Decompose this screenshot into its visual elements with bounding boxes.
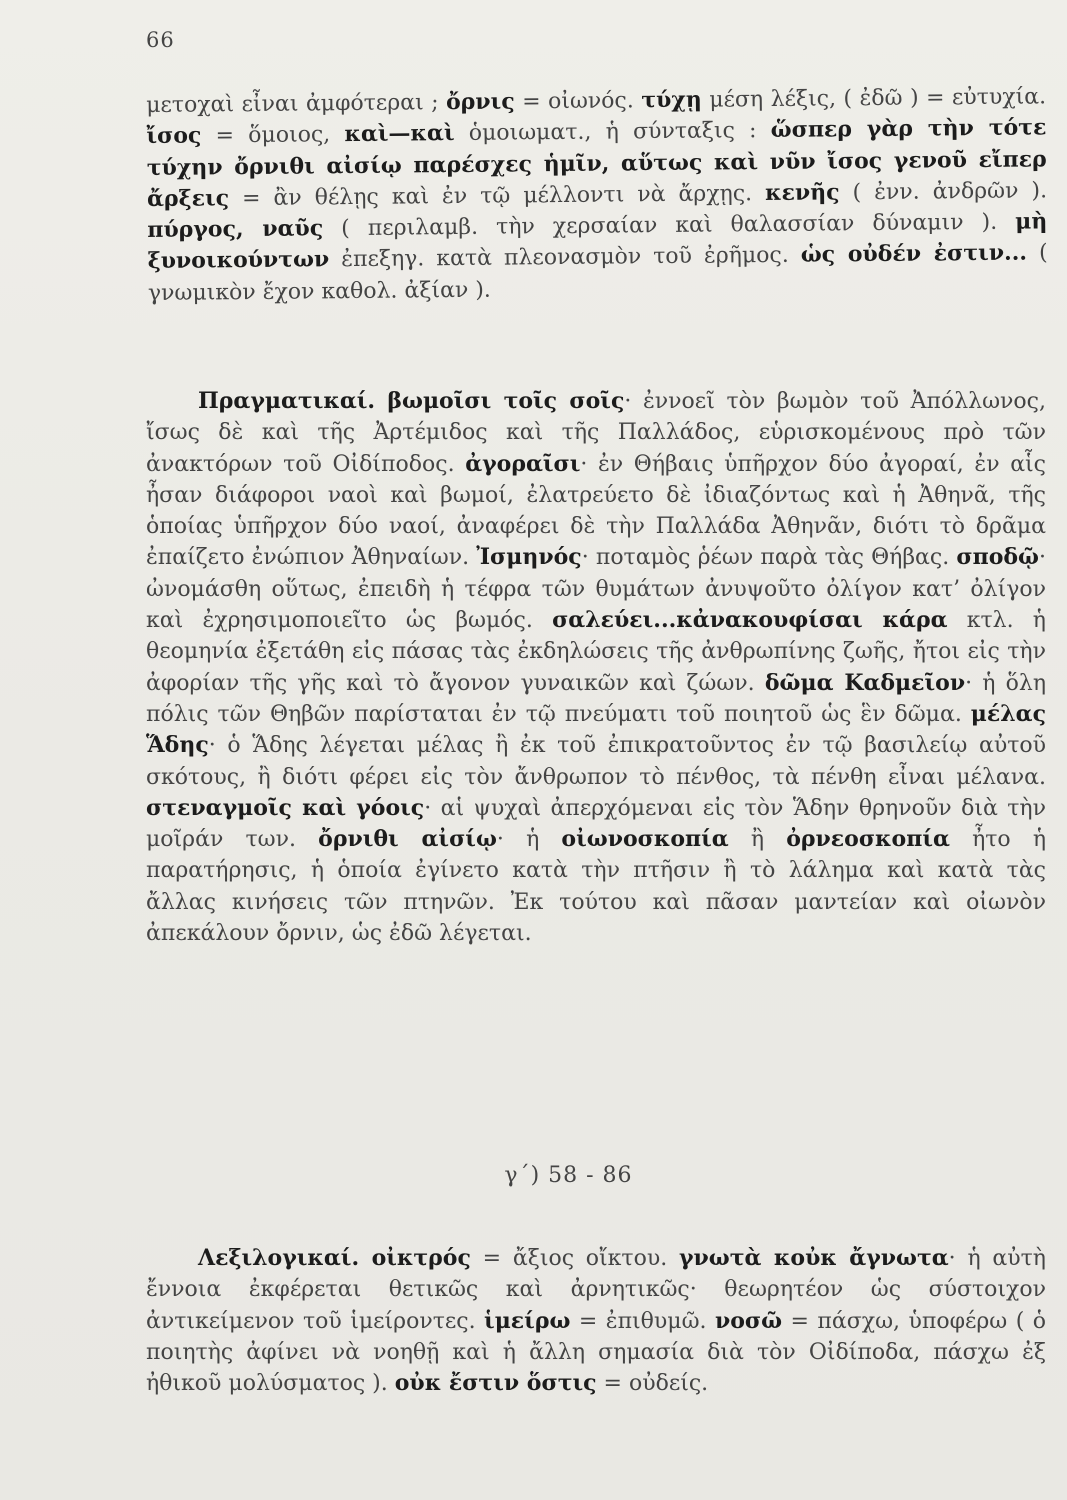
lemma-term: σποδῷ xyxy=(956,544,1039,571)
lemma-term: πύργος, ναῦς xyxy=(147,215,324,244)
commentary-text: ( γνωμικὸν ἔχον καθολ. ἀξίαν ). xyxy=(147,240,1048,306)
lexical-paragraph xyxy=(146,1243,1046,1399)
commentary-text: = ἂν θέλῃς καὶ ἐν τῷ μέλλοντι νὰ ἄρχῃς. xyxy=(228,180,766,212)
lemma-term: νοσῶ xyxy=(714,1307,783,1334)
lemma-term: ἱμείρω xyxy=(484,1307,571,1334)
commentary-text: ἦτο ἡ παρατήρησις, ἡ ὁποία ἐγίνετο κατὰ τὴν πτῆσιν ἢ τὸ λάλημα καὶ κατὰ τὰς ἄλλας κινήσεις τῶν πτηνῶν. Ἐκ τούτου καὶ πᾶσαν μαντείαν καὶ οἰωνὸν ἀπεκάλουν ὄρνιν, ὡς ἐδῶ λέγεται. xyxy=(146,827,1047,947)
lemma-term: Λεξιλογικαί. xyxy=(198,1245,372,1271)
lemma-term: δῶμα Καδμεῖον xyxy=(764,669,966,696)
lemma-term: κενῆς xyxy=(764,179,840,206)
lemma-term: ὀρνεοσκοπία xyxy=(786,826,950,853)
commentary-paragraph xyxy=(146,81,1048,309)
commentary-text: κτλ. ἡ θεομηνία ἐξετάθη εἰς πάσας τὰς ἐκδηλώσεις τῆς ἀνθρωπίνης ζωῆς, ἤτοι εἰς τὴν ἀφορίαν τῆς γῆς καὶ τὸ ἄγονον γυναικῶν καὶ ζώων. xyxy=(146,608,1046,696)
commentary-text: = πάσχω, ὑποφέρω ( ὁ ποιητὴς ἀφίνει νὰ νοηθῇ καὶ ἡ ἄλλη σημασία διὰ τὸν Οἰδίποδα, πάσχω ἐξ ἠθικοῦ μολύσματος ). xyxy=(146,1308,1046,1397)
lemma-term: ἴσος xyxy=(146,122,202,150)
lemma-term: οἰωνοσκοπία xyxy=(561,826,729,853)
lemma-term: σαλεύει...κἀνακουφίσαι κάρα xyxy=(552,607,948,634)
commentary-text: = οὐδείς. xyxy=(596,1371,709,1397)
commentary-text: μετοχαὶ εἶναι ἀμφότεραι ; xyxy=(146,90,447,118)
commentary-text: · ἡ ὅλη πόλις τῶν Θηβῶν παρίσταται ἐν τῷ πνεύματι τοῦ ποιητοῦ ὡς ἓν δῶμα. xyxy=(146,670,1046,727)
lemma-term: ἀγοραῖσι xyxy=(465,450,581,477)
commentary-text: ὁμοιωματ., ἡ σύνταξις : xyxy=(454,118,771,147)
realia-paragraph xyxy=(146,386,1046,949)
lemma-term: ὥσπερ γὰρ τὴν τότε τύχην ὄρνιθι αἰσίῳ παρέσχες ἡμῖν, αὕτως καὶ νῦν ἴσος γενοῦ εἴπερ ἄρξεις xyxy=(146,114,1047,212)
commentary-text: μέση λέξις, ( ἐδῶ ) = εὐτυχία. xyxy=(701,84,1047,113)
commentary-text: · ποταμὸς ῥέων παρὰ τὰς Θήβας. xyxy=(581,545,957,571)
commentary-text: = ἐπιθυμῶ. xyxy=(570,1308,715,1334)
lemma-term: μὴ ξυνοικούντων xyxy=(147,208,1048,275)
commentary-text: = οἰωνός. xyxy=(514,88,642,115)
commentary-text: · ὠνομάσθη οὕτως, ἐπειδὴ ἡ τέφρα τῶν θυμάτων ἀνυψοῦτο ὀλίγον κατ’ ὀλίγον καὶ ἐχρησιμοποιεῖτο ὡς βωμός. xyxy=(146,545,1046,634)
lemma-term: ὄρνιθι αἰσίῳ xyxy=(318,826,497,853)
lemma-term: οἰκτρός xyxy=(371,1245,471,1271)
commentary-text: · ἐν Θήβαις ὑπῆρχον δύο ἀγοραί, ἐν αἷς ἦσαν διάφοροι ναοὶ καὶ βωμοί, ἐλατρεύετο δὲ ἰδιαζόντως καὶ ἡ Ἀθηνᾶ, τῆς ὁποίας ὑπῆρχον δύο ναοί, ἀναφέρει δὲ τὴν Παλλάδα Ἀθηνᾶν, διότι τὸ δρᾶμα ἐπαίζετο ἐνώπιον Ἀθηναίων. xyxy=(146,451,1047,571)
lemma-term: τύχῃ xyxy=(641,86,702,114)
lemma-term: ὄρνις xyxy=(445,88,515,116)
lemma-term: βωμοῖσι τοῖς σοῖς xyxy=(387,388,625,414)
lemma-term: στεναγμοῖς καὶ γόοις xyxy=(146,794,425,821)
lemma-term: οὐκ ἔστιν ὅστις xyxy=(394,1370,597,1397)
lemma-term: καὶ—καὶ xyxy=(344,120,455,148)
lemma-term: ὡς οὐδέν ἐστιν... xyxy=(800,240,1028,269)
section-heading: γ΄) 58 - 86 xyxy=(504,1163,633,1188)
page-number: 66 xyxy=(146,28,175,52)
commentary-text: · ἡ xyxy=(496,827,562,853)
commentary-text: = ὅμοιος, xyxy=(201,122,345,149)
commentary-text: ( περιλαμβ. τὴν χερσαίαν καὶ θαλασσίαν δύναμιν ). xyxy=(323,209,1016,242)
commentary-text: = ἄξιος οἴκτου. xyxy=(470,1246,679,1271)
commentary-text: · ἐννοεῖ τὸν βωμὸν τοῦ Ἀπόλλωνος, ἴσως δὲ καὶ τῆς Ἀρτέμιδος καὶ τῆς Παλλάδος, εὑρισκομένους πρὸ τῶν ἀνακτόρων τοῦ Οἰδίποδος. xyxy=(146,389,1046,477)
lemma-term: μέλας Ἅδης xyxy=(146,700,1046,759)
lemma-term: Πραγματικαί. xyxy=(198,388,388,414)
commentary-text: · ὁ Ἅδης λέγεται μέλας ἢ ἐκ τοῦ ἐπικρατοῦντος ἐν τῷ βασιλείῳ αὐτοῦ σκότους, ἢ διότι φέρει εἰς τὸν ἄνθρωπον τὸ πένθος, τὰ πένθη εἶναι μέλανα. xyxy=(146,733,1046,790)
commentary-text: ἢ xyxy=(728,827,787,853)
lemma-term: Ἰσμηνός xyxy=(476,544,582,571)
commentary-text: · ἡ αὐτὴ ἔννοια ἐκφέρεται θετικῶς καὶ ἀρνητικῶς· θεωρητέον ὡς σύστοιχον ἀντικείμενον τοῦ ἱμείροντες. xyxy=(146,1246,1046,1334)
commentary-text: · αἱ ψυχαὶ ἀπερχόμεναι εἰς τὸν Ἅδην θρηνοῦν διὰ τὴν μοῖράν των. xyxy=(146,795,1046,853)
commentary-text: ( ἐνν. ἀνδρῶν ). xyxy=(839,178,1048,206)
commentary-text: ἐπεξηγ. κατὰ πλεονασμὸν τοῦ ἐρῆμος. xyxy=(329,243,801,273)
lemma-term: γνωτὰ κοὐκ ἄγνωτα xyxy=(679,1245,949,1271)
